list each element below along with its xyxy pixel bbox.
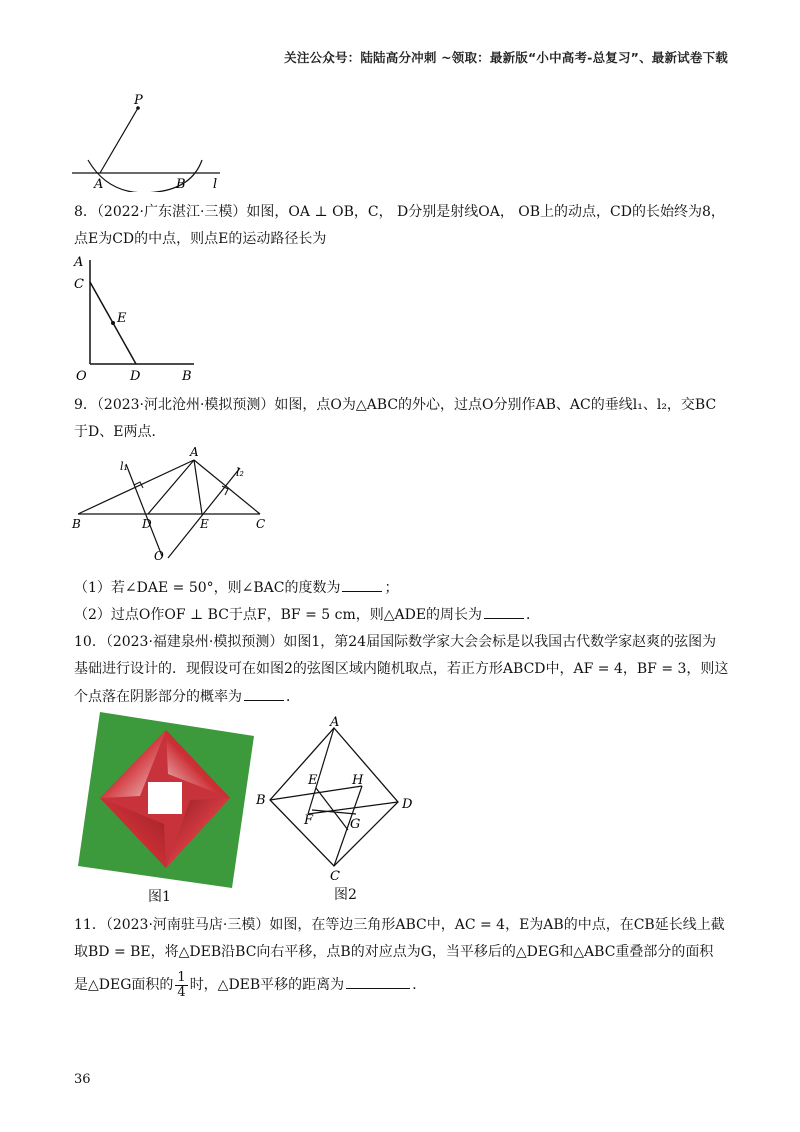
q8-line1: 8．（2022·广东湛江·三模）如图，OA ⊥ OB，C， D分别是射线OA， OB上的动点，CD的长始终为8， (74, 204, 725, 220)
label-E: E (117, 311, 127, 326)
label-C: C (74, 277, 84, 292)
label-A: A (190, 446, 199, 459)
q9-sub1-end: ； (384, 580, 399, 596)
label-O: O (154, 549, 164, 563)
q11-line3-end: ． (412, 977, 427, 993)
label-B: B (176, 177, 186, 192)
label-B: B (256, 793, 266, 808)
label-D: D (130, 369, 141, 384)
q10-line3-text: 个点落在阴影部分的概率为 (74, 689, 242, 705)
figure-q9 (70, 446, 280, 564)
label-l2: l₂ (236, 466, 244, 479)
q10-line2: 基础进行设计的．现假设可在如图2的弦图区域内随机取点，若正方形ABCD中，AF = 4，BF = 3，则这 (74, 661, 729, 677)
q9-sub1-blank (342, 577, 382, 592)
label-C: C (330, 869, 340, 884)
q10-line3-end: ． (286, 689, 300, 705)
label-C: C (256, 517, 266, 531)
q11-blank (346, 974, 410, 989)
label-H: H (352, 773, 364, 788)
label-G: G (350, 817, 361, 832)
figure-q10-string-diagram (252, 716, 422, 884)
q9-sub2-end: ． (526, 607, 541, 623)
q10-line3 (74, 686, 300, 707)
q9-sub1 (74, 577, 398, 598)
label-D: D (142, 517, 152, 531)
q9-sub2 (74, 604, 540, 625)
q11-line2: 取BD = BE，将△DEB沿BC向右平移，点B的对应点为G，当平移后的△DEG和△ABC重叠部分的面积 (74, 944, 714, 960)
q8-line2: 点E为CD的中点，则点E的运动路径长为 (74, 231, 327, 247)
q10-blank (244, 686, 284, 701)
fraction-one-quarter (175, 971, 187, 1000)
q11-line3-text: 是△DEG面积的 (74, 977, 174, 993)
q11-line3 (74, 968, 426, 1002)
figure-top-construction (70, 92, 230, 192)
label-l1: l₁ (120, 460, 128, 473)
q9-line2: 于D、E两点． (74, 424, 166, 440)
q11-line1: 11．（2023·河南驻马店·三模）如图，在等边三角形ABC中，AC = 4，E为AB的中点，在CB延长线上截 (74, 917, 725, 933)
label-B: B (182, 369, 192, 384)
q10-line1: 10．（2023·福建泉州·模拟预测）如图1，第24届国际数学家大会会标是以我国古代数学家赵爽的弦图为 (74, 634, 717, 650)
label-l: l (213, 177, 218, 192)
fig1-caption: 图1 (148, 889, 171, 905)
label-A: A (74, 255, 84, 270)
fraction-numerator: 1 (177, 969, 186, 985)
fig2-caption: 图2 (334, 887, 357, 903)
q11-line3-mid: 时，△DEB平移的距离为 (189, 977, 345, 993)
label-A: A (330, 716, 340, 730)
page-number: 36 (74, 1072, 91, 1087)
label-B: B (72, 517, 81, 531)
label-E: E (200, 517, 209, 531)
label-A: A (94, 177, 104, 192)
figure-q8 (70, 252, 210, 384)
page-header: 关注公众号：陆陆高分冲刺 ~领取：最新版“小中高考-总复习”、最新试卷下载 (284, 50, 728, 65)
fraction-denominator: 4 (177, 984, 186, 1000)
figure-q10-logo (78, 712, 254, 888)
label-E: E (308, 773, 318, 788)
q9-line1: 9．（2023·河北沧州·模拟预测）如图，点O为△ABC的外心，过点O分别作AB、AC的垂线l₁、l₂，交BC (74, 397, 717, 413)
label-O: O (76, 369, 87, 384)
label-D: D (402, 797, 413, 812)
q9-sub1-text: （1）若∠DAE = 50°，则∠BAC的度数为 (74, 580, 341, 596)
label-F: F (304, 813, 314, 828)
q9-sub2-blank (484, 604, 524, 619)
label-P: P (134, 93, 143, 108)
q9-sub2-text: （2）过点O作OF ⊥ BC于点F，BF = 5 cm，则△ADE的周长为 (74, 607, 483, 623)
